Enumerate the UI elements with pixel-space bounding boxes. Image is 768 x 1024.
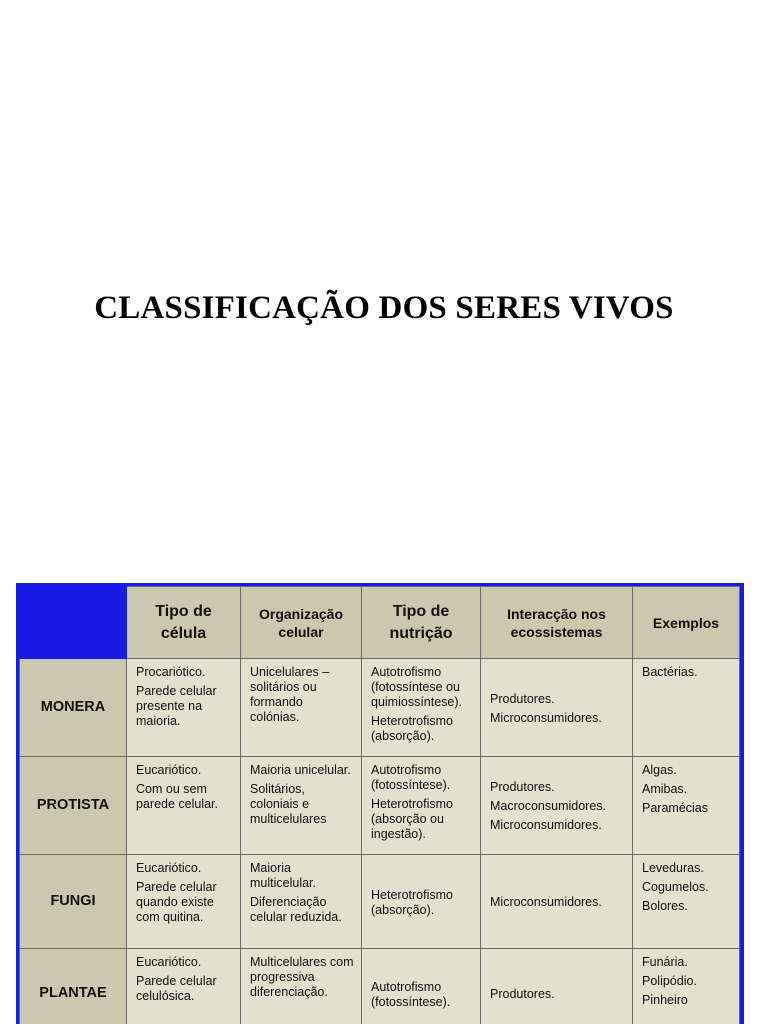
nutrition-cell xyxy=(362,949,481,1024)
cell-text: Polipódio. xyxy=(642,974,697,988)
cell-text: Diferenciação celular reduzida. xyxy=(250,895,342,924)
kingdom-label: PLANTAE xyxy=(20,949,127,1024)
cell-text: Funária. xyxy=(642,955,688,969)
cell-text: Amibas. xyxy=(642,782,688,796)
cell-text: Autotrofismo (fotossíntese). xyxy=(371,763,451,792)
cell-text: Eucariótico. xyxy=(136,763,202,777)
cell-text: Heterotrofismo (absorção). xyxy=(371,887,453,917)
cell-text: Com ou sem parede celular. xyxy=(136,782,219,811)
table-row xyxy=(20,659,740,757)
interaction-cell xyxy=(481,757,633,855)
nutrition-cell xyxy=(362,855,481,949)
table-row xyxy=(20,949,740,1024)
header-examples: Exemplos xyxy=(633,587,740,659)
cell-text: Parede celular celulósica. xyxy=(136,974,217,1003)
kingdom-label: MONERA xyxy=(20,659,127,757)
cell-type-cell xyxy=(127,949,241,1024)
table-row xyxy=(20,855,740,949)
nutrition-cell xyxy=(362,757,481,855)
cell-text: Maioria unicelular. xyxy=(250,763,351,777)
cell-text: Produtores. xyxy=(490,780,555,794)
cell-text: Eucariótico. xyxy=(136,955,202,969)
organization-cell xyxy=(241,659,362,757)
organization-cell xyxy=(241,855,362,949)
cell-text: Heterotrofismo (absorção). xyxy=(371,714,453,743)
cell-type-cell xyxy=(127,659,241,757)
header-corner xyxy=(20,587,127,659)
table-header-row xyxy=(20,587,740,659)
interaction-cell xyxy=(481,949,633,1024)
cell-text: Parede celular quando existe com quitina. xyxy=(136,880,217,924)
examples-cell xyxy=(633,949,740,1024)
cell-text: Macroconsumidores. xyxy=(490,799,607,813)
cell-text: Produtores. xyxy=(490,987,555,1001)
cell-text: Parede celular presente na maioria. xyxy=(136,684,217,728)
organization-cell xyxy=(241,757,362,855)
header-interaction: Interacção nos ecossistemas xyxy=(481,587,633,659)
kingdom-label: PROTISTA xyxy=(20,757,127,855)
organization-cell xyxy=(241,949,362,1024)
cell-text: Solitários, coloniais e multicelulares xyxy=(250,782,327,826)
cell-text: Heterotrofismo (absorção ou ingestão). xyxy=(371,797,453,841)
cell-type-cell xyxy=(127,757,241,855)
cell-text: Multicelulares com progressiva diferenciação. xyxy=(250,955,354,999)
cell-text: Produtores. xyxy=(490,691,555,706)
cell-text: Cogumelos. xyxy=(642,880,709,894)
cell-text: Pinheiro xyxy=(642,993,688,1007)
classification-table xyxy=(19,586,740,1024)
cell-text: Procariótico. xyxy=(136,665,206,679)
cell-text: Paramécias xyxy=(642,801,708,815)
examples-cell xyxy=(633,659,740,757)
cell-type-cell xyxy=(127,855,241,949)
cell-text: Algas. xyxy=(642,763,677,777)
cell-text: Eucariótico. xyxy=(136,861,202,875)
header-cell-type: Tipo de célula xyxy=(127,587,241,659)
cell-text: Microconsumidores. xyxy=(490,710,602,725)
cell-text: Bactérias. xyxy=(642,665,698,679)
kingdom-label: FUNGI xyxy=(20,855,127,949)
cell-text: Leveduras. xyxy=(642,861,704,875)
cell-text: Autotrofismo (fotossíntese ou quimiossíntese). xyxy=(371,665,463,709)
interaction-cell xyxy=(481,659,633,757)
interaction-cell xyxy=(481,855,633,949)
cell-text: Autotrofismo (fotossíntese). xyxy=(371,979,451,1009)
nutrition-cell xyxy=(362,659,481,757)
classification-table-frame xyxy=(16,583,744,1024)
cell-text: Bolores. xyxy=(642,899,688,913)
cell-text: Microconsumidores. xyxy=(490,818,602,832)
cell-text: Unicelulares – solitários ou formando colónias. xyxy=(250,665,330,724)
cell-text: Microconsumidores. xyxy=(490,895,602,909)
table-row xyxy=(20,757,740,855)
examples-cell xyxy=(633,757,740,855)
page-title: CLASSIFICAÇÃO DOS SERES VIVOS xyxy=(94,290,674,326)
examples-cell xyxy=(633,855,740,949)
cell-text: Maioria multicelular. xyxy=(250,861,316,890)
header-organization: Organização celular xyxy=(241,587,362,659)
header-nutrition: Tipo de nutrição xyxy=(362,587,481,659)
